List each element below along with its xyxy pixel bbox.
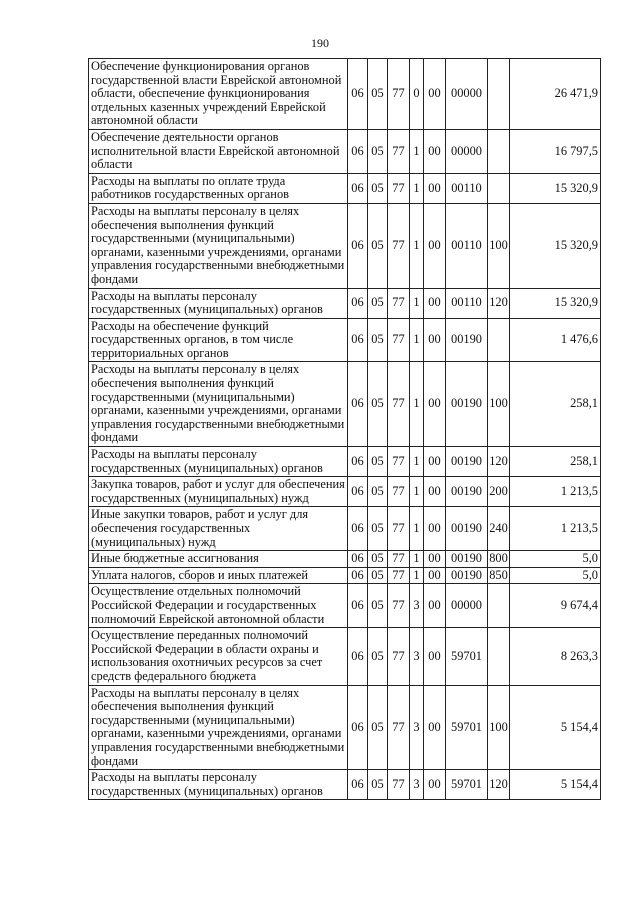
section-code-cell: 06 xyxy=(348,567,368,584)
program-code-cell: 77 xyxy=(388,770,410,800)
table-row xyxy=(89,288,601,318)
expense-type-cell: 120 xyxy=(488,288,510,318)
expense-type-cell: 100 xyxy=(488,362,510,447)
direction-code-cell: 00000 xyxy=(446,584,488,628)
subsection-code-cell: 05 xyxy=(368,584,388,628)
program-code-cell: 77 xyxy=(388,318,410,362)
subprogram-code-cell: 1 xyxy=(410,288,424,318)
expense-type-cell: 240 xyxy=(488,507,510,551)
direction-code-cell: 59701 xyxy=(446,685,488,770)
subprogram-code-cell: 1 xyxy=(410,507,424,551)
section-code-cell: 06 xyxy=(348,59,368,130)
subsection-code-cell: 05 xyxy=(368,447,388,477)
main-event-code-cell: 00 xyxy=(424,685,446,770)
amount-cell: 5 154,4 xyxy=(510,685,601,770)
table-row xyxy=(89,173,601,203)
subsection-code-cell: 05 xyxy=(368,507,388,551)
page-number: 190 xyxy=(311,36,329,50)
subprogram-code-cell: 3 xyxy=(410,628,424,685)
section-code-cell: 06 xyxy=(348,628,368,685)
subprogram-code-cell: 3 xyxy=(410,584,424,628)
row-name-cell: Расходы на выплаты персоналу государственных (муниципальных) органов xyxy=(89,770,348,800)
section-code-cell: 06 xyxy=(348,584,368,628)
row-name-cell: Обеспечение функционирования органов государственной власти Еврейской автономной области, обеспечение функционирования отдельных казенных учреждений Еврейской автономной области xyxy=(89,59,348,130)
table-row xyxy=(89,318,601,362)
expense-type-cell xyxy=(488,173,510,203)
main-event-code-cell: 00 xyxy=(424,59,446,130)
expense-type-cell: 800 xyxy=(488,551,510,568)
program-code-cell: 77 xyxy=(388,59,410,130)
row-name-cell: Уплата налогов, сборов и иных платежей xyxy=(89,567,348,584)
row-name-cell: Расходы на выплаты персоналу государственных (муниципальных) органов xyxy=(89,288,348,318)
row-name-cell: Закупка товаров, работ и услуг для обеспечения государственных (муниципальных) нужд xyxy=(89,477,348,507)
amount-cell: 258,1 xyxy=(510,362,601,447)
direction-code-cell: 00190 xyxy=(446,507,488,551)
section-code-cell: 06 xyxy=(348,288,368,318)
section-code-cell: 06 xyxy=(348,770,368,800)
section-code-cell: 06 xyxy=(348,477,368,507)
row-name-cell: Расходы на выплаты персоналу в целях обеспечения выполнения функций государственными (муниципальными) органами, казенными учреждениями, органами управления государственными внебюджетными фондами xyxy=(89,685,348,770)
table-row xyxy=(89,628,601,685)
program-code-cell: 77 xyxy=(388,288,410,318)
program-code-cell: 77 xyxy=(388,507,410,551)
program-code-cell: 77 xyxy=(388,173,410,203)
expense-type-cell xyxy=(488,584,510,628)
direction-code-cell: 59701 xyxy=(446,628,488,685)
main-event-code-cell: 00 xyxy=(424,770,446,800)
program-code-cell: 77 xyxy=(388,362,410,447)
subprogram-code-cell: 0 xyxy=(410,59,424,130)
main-event-code-cell: 00 xyxy=(424,567,446,584)
table-row xyxy=(89,551,601,568)
program-code-cell: 77 xyxy=(388,628,410,685)
program-code-cell: 77 xyxy=(388,685,410,770)
amount-cell: 5,0 xyxy=(510,567,601,584)
main-event-code-cell: 00 xyxy=(424,477,446,507)
subsection-code-cell: 05 xyxy=(368,477,388,507)
subsection-code-cell: 05 xyxy=(368,129,388,173)
subprogram-code-cell: 1 xyxy=(410,129,424,173)
main-event-code-cell: 00 xyxy=(424,447,446,477)
subsection-code-cell: 05 xyxy=(368,567,388,584)
main-event-code-cell: 00 xyxy=(424,628,446,685)
section-code-cell: 06 xyxy=(348,362,368,447)
subsection-code-cell: 05 xyxy=(368,203,388,288)
row-name-cell: Расходы на выплаты персоналу государственных (муниципальных) органов xyxy=(89,447,348,477)
program-code-cell: 77 xyxy=(388,447,410,477)
amount-cell: 1 213,5 xyxy=(510,507,601,551)
table-body xyxy=(89,59,601,800)
direction-code-cell: 00190 xyxy=(446,362,488,447)
expense-type-cell xyxy=(488,59,510,130)
table-row xyxy=(89,129,601,173)
amount-cell: 1 476,6 xyxy=(510,318,601,362)
direction-code-cell: 00110 xyxy=(446,203,488,288)
subsection-code-cell: 05 xyxy=(368,551,388,568)
direction-code-cell: 00110 xyxy=(446,288,488,318)
amount-cell: 8 263,3 xyxy=(510,628,601,685)
main-event-code-cell: 00 xyxy=(424,318,446,362)
direction-code-cell: 00190 xyxy=(446,551,488,568)
subsection-code-cell: 05 xyxy=(368,685,388,770)
subprogram-code-cell: 3 xyxy=(410,685,424,770)
row-name-cell: Осуществление отдельных полномочий Российской Федерации и государственных полномочий Еврейской автономной области xyxy=(89,584,348,628)
direction-code-cell: 00190 xyxy=(446,318,488,362)
table-row xyxy=(89,770,601,800)
row-name-cell: Обеспечение деятельности органов исполнительной власти Еврейской автономной области xyxy=(89,129,348,173)
expense-type-cell: 100 xyxy=(488,685,510,770)
subsection-code-cell: 05 xyxy=(368,362,388,447)
amount-cell: 9 674,4 xyxy=(510,584,601,628)
table-row xyxy=(89,584,601,628)
subsection-code-cell: 05 xyxy=(368,318,388,362)
subsection-code-cell: 05 xyxy=(368,628,388,685)
expense-type-cell: 200 xyxy=(488,477,510,507)
section-code-cell: 06 xyxy=(348,447,368,477)
expense-type-cell: 120 xyxy=(488,447,510,477)
main-event-code-cell: 00 xyxy=(424,584,446,628)
main-event-code-cell: 00 xyxy=(424,288,446,318)
table-row xyxy=(89,447,601,477)
program-code-cell: 77 xyxy=(388,477,410,507)
amount-cell: 5,0 xyxy=(510,551,601,568)
amount-cell: 258,1 xyxy=(510,447,601,477)
subprogram-code-cell: 1 xyxy=(410,362,424,447)
table-row xyxy=(89,507,601,551)
table-row xyxy=(89,203,601,288)
direction-code-cell: 00190 xyxy=(446,447,488,477)
program-code-cell: 77 xyxy=(388,203,410,288)
subsection-code-cell: 05 xyxy=(368,59,388,130)
expense-type-cell: 100 xyxy=(488,203,510,288)
section-code-cell: 06 xyxy=(348,173,368,203)
direction-code-cell: 00110 xyxy=(446,173,488,203)
table-row xyxy=(89,362,601,447)
section-code-cell: 06 xyxy=(348,685,368,770)
section-code-cell: 06 xyxy=(348,129,368,173)
row-name-cell: Расходы на обеспечение функций государственных органов, в том числе территориальных органов xyxy=(89,318,348,362)
amount-cell: 15 320,9 xyxy=(510,173,601,203)
program-code-cell: 77 xyxy=(388,584,410,628)
subprogram-code-cell: 1 xyxy=(410,318,424,362)
main-event-code-cell: 00 xyxy=(424,203,446,288)
subprogram-code-cell: 1 xyxy=(410,567,424,584)
section-code-cell: 06 xyxy=(348,551,368,568)
main-event-code-cell: 00 xyxy=(424,173,446,203)
table-row xyxy=(89,567,601,584)
row-name-cell: Осуществление переданных полномочий Российской Федерации в области охраны и использования охотничьих ресурсов за счет средств федерального бюджета xyxy=(89,628,348,685)
subprogram-code-cell: 1 xyxy=(410,203,424,288)
subprogram-code-cell: 1 xyxy=(410,447,424,477)
main-event-code-cell: 00 xyxy=(424,507,446,551)
amount-cell: 26 471,9 xyxy=(510,59,601,130)
main-event-code-cell: 00 xyxy=(424,129,446,173)
section-code-cell: 06 xyxy=(348,318,368,362)
amount-cell: 16 797,5 xyxy=(510,129,601,173)
expense-type-cell: 850 xyxy=(488,567,510,584)
amount-cell: 15 320,9 xyxy=(510,203,601,288)
direction-code-cell: 00190 xyxy=(446,567,488,584)
subsection-code-cell: 05 xyxy=(368,770,388,800)
subsection-code-cell: 05 xyxy=(368,288,388,318)
direction-code-cell: 00000 xyxy=(446,59,488,130)
expense-type-cell xyxy=(488,628,510,685)
subprogram-code-cell: 3 xyxy=(410,770,424,800)
expense-type-cell xyxy=(488,129,510,173)
main-event-code-cell: 00 xyxy=(424,551,446,568)
row-name-cell: Расходы на выплаты по оплате труда работников государственных органов xyxy=(89,173,348,203)
amount-cell: 5 154,4 xyxy=(510,770,601,800)
expense-type-cell: 120 xyxy=(488,770,510,800)
direction-code-cell: 00000 xyxy=(446,129,488,173)
subprogram-code-cell: 1 xyxy=(410,477,424,507)
subsection-code-cell: 05 xyxy=(368,173,388,203)
amount-cell: 15 320,9 xyxy=(510,288,601,318)
program-code-cell: 77 xyxy=(388,551,410,568)
section-code-cell: 06 xyxy=(348,507,368,551)
main-event-code-cell: 00 xyxy=(424,362,446,447)
row-name-cell: Расходы на выплаты персоналу в целях обеспечения выполнения функций государственными (муниципальными) органами, казенными учреждениями, органами управления государственными внебюджетными фондами xyxy=(89,203,348,288)
expense-type-cell xyxy=(488,318,510,362)
amount-cell: 1 213,5 xyxy=(510,477,601,507)
budget-table xyxy=(88,58,601,800)
table-row xyxy=(89,685,601,770)
direction-code-cell: 00190 xyxy=(446,477,488,507)
row-name-cell: Расходы на выплаты персоналу в целях обеспечения выполнения функций государственными (муниципальными) органами, казенными учреждениями, органами управления государственными внебюджетными фондами xyxy=(89,362,348,447)
subprogram-code-cell: 1 xyxy=(410,551,424,568)
table-row xyxy=(89,59,601,130)
row-name-cell: Иные бюджетные ассигнования xyxy=(89,551,348,568)
section-code-cell: 06 xyxy=(348,203,368,288)
program-code-cell: 77 xyxy=(388,567,410,584)
row-name-cell: Иные закупки товаров, работ и услуг для обеспечения государственных (муниципальных) нужд xyxy=(89,507,348,551)
direction-code-cell: 59701 xyxy=(446,770,488,800)
table-row xyxy=(89,477,601,507)
program-code-cell: 77 xyxy=(388,129,410,173)
subprogram-code-cell: 1 xyxy=(410,173,424,203)
